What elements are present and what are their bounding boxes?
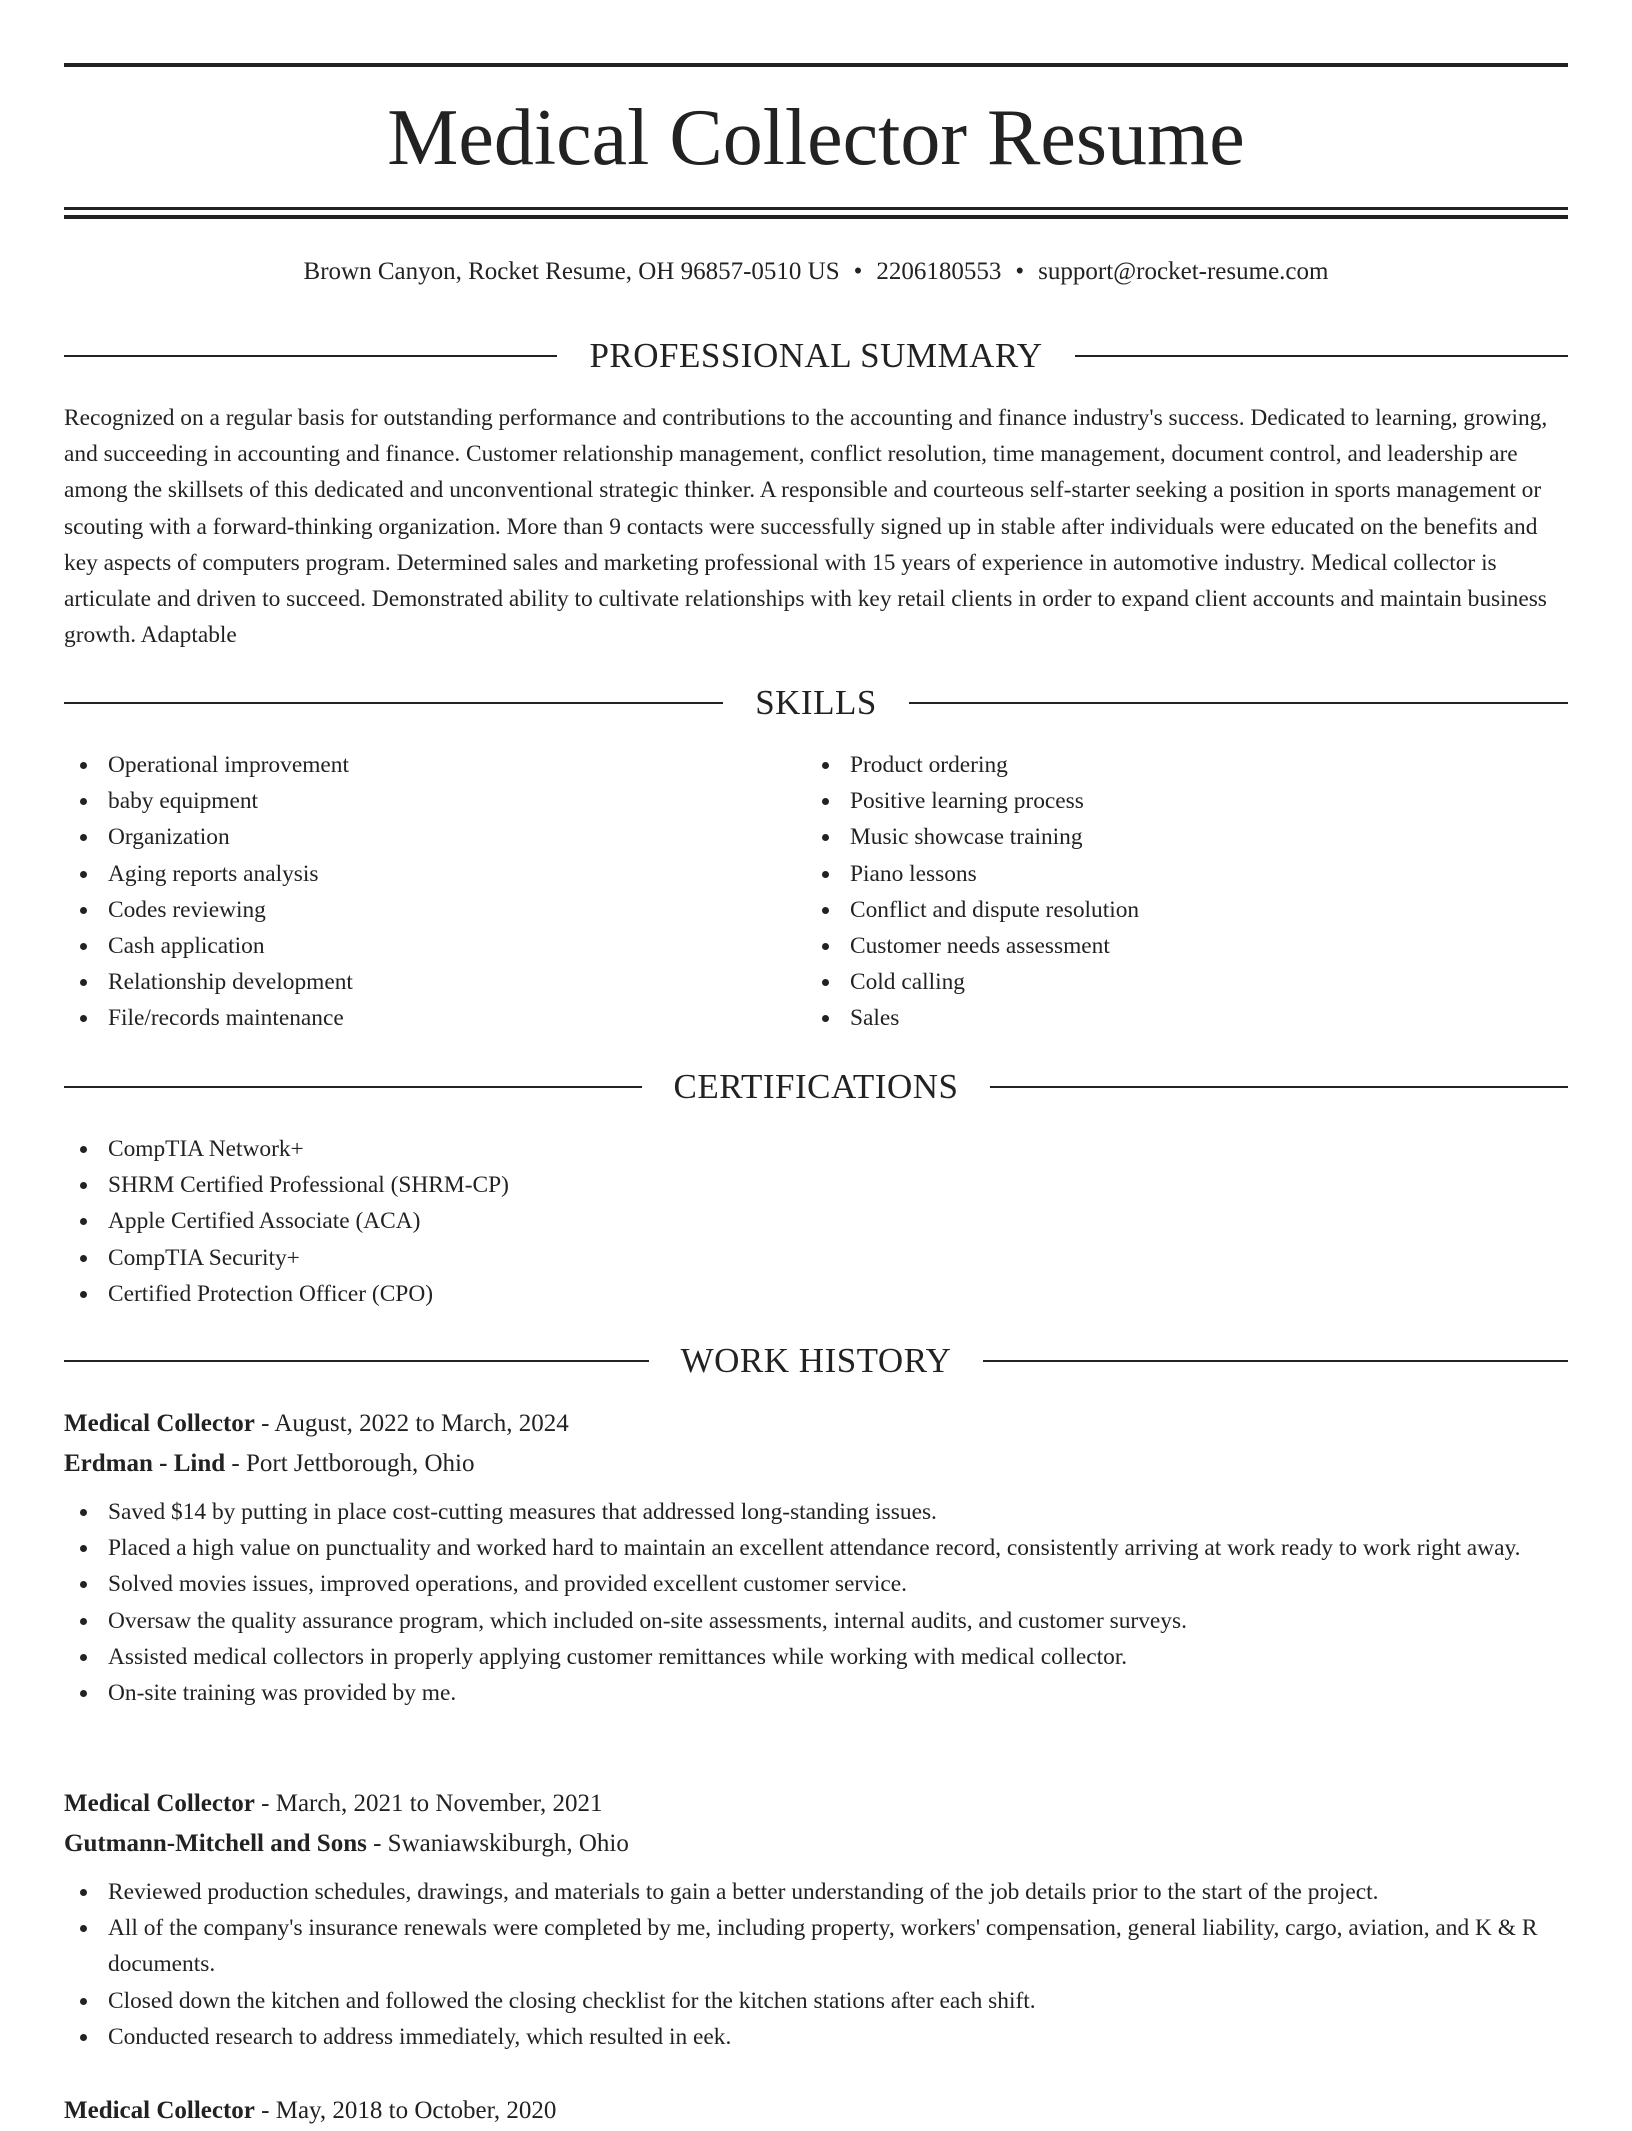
section-rule: [990, 1086, 1568, 1088]
job-location: - Swaniawskiburgh, Ohio: [366, 1830, 629, 1857]
section-rule: [64, 1086, 642, 1088]
job-bullet: Oversaw the quality assurance program, which included on-site assessments, internal audits, and customer surveys.: [64, 1603, 1568, 1639]
certification-item: SHRM Certified Professional (SHRM-CP): [64, 1167, 1568, 1203]
skill-item: Sales: [806, 1000, 1568, 1036]
job-company-line: [64, 1444, 1568, 1484]
section-header-work-history: [64, 1339, 1568, 1383]
skill-item: Conflict and dispute resolution: [806, 892, 1568, 928]
job-bullets: [64, 1874, 1568, 2055]
job-title-line: [64, 1404, 1568, 1444]
section-rule: [64, 702, 723, 704]
job-entry: [64, 1404, 1568, 1711]
top-rule: [64, 63, 1568, 67]
job-bullet: Saved $14 by putting in place cost-cutting measures that addressed long-standing issues.: [64, 1494, 1568, 1530]
job-company-line: [64, 1824, 1568, 1864]
job-location: - Port Jettborough, Ohio: [225, 1450, 475, 1477]
job-title-line: [64, 1784, 1568, 1824]
job-bullet: Reviewed production schedules, drawings, and materials to gain a better understanding of the job details prior to the start of the project.: [64, 1874, 1568, 1910]
job-dates: - May, 2018 to October, 2020: [254, 2097, 557, 2124]
skill-item: Cold calling: [806, 964, 1568, 1000]
contact-separator: •: [853, 258, 863, 285]
contact-separator: •: [1015, 258, 1025, 285]
job-title-line: [64, 2091, 1568, 2131]
title-rule-upper: [64, 207, 1568, 210]
section-rule: [1075, 355, 1568, 357]
section-title: CERTIFICATIONS: [673, 1067, 959, 1106]
section-title: SKILLS: [755, 683, 877, 722]
skill-item: Codes reviewing: [64, 892, 804, 928]
job-company: Gutmann-Mitchell and Sons: [64, 1830, 367, 1857]
job-bullet: Assisted medical collectors in properly applying customer remittances while working with medical collector.: [64, 1639, 1568, 1675]
skill-item: Organization: [64, 819, 804, 855]
job-dates: - March, 2021 to November, 2021: [254, 1790, 603, 1817]
certification-item: Certified Protection Officer (CPO): [64, 1276, 1568, 1312]
section-rule: [909, 702, 1568, 704]
skill-item: Cash application: [64, 928, 804, 964]
job-dates: - August, 2022 to March, 2024: [254, 1410, 569, 1437]
section-title: PROFESSIONAL SUMMARY: [589, 336, 1043, 375]
job-bullet: Conducted research to address immediately, which resulted in eek.: [64, 2019, 1568, 2055]
section-rule: [64, 1360, 649, 1362]
contact-address: Brown Canyon, Rocket Resume, OH 96857-0510 US: [303, 258, 840, 285]
job-title: Medical Collector: [64, 1790, 255, 1817]
title-rule-lower: [64, 215, 1568, 219]
job-title: Medical Collector: [64, 1410, 255, 1437]
certification-item: Apple Certified Associate (ACA): [64, 1203, 1568, 1239]
skill-item: Operational improvement: [64, 747, 804, 783]
section-header-certifications: [64, 1065, 1568, 1109]
job-bullet: Solved movies issues, improved operations, and provided excellent customer service.: [64, 1566, 1568, 1602]
certification-item: CompTIA Security+: [64, 1240, 1568, 1276]
skill-item: Piano lessons: [806, 856, 1568, 892]
resume-title: Medical Collector Resume: [387, 94, 1245, 182]
contact-line: [64, 255, 1568, 289]
skill-item: Customer needs assessment: [806, 928, 1568, 964]
certifications-list: [64, 1131, 1568, 1312]
job-bullet: Placed a high value on punctuality and worked hard to maintain an excellent attendance record, consistently arriving at work ready to work right away.: [64, 1530, 1568, 1566]
section-title: WORK HISTORY: [680, 1341, 952, 1380]
section-header-skills: [64, 681, 1568, 725]
job-bullet: All of the company's insurance renewals were completed by me, including property, workers' compensation, general liability, cargo, aviation, and K & R documents.: [64, 1910, 1568, 1982]
job-company: Erdman - Lind: [64, 1450, 226, 1477]
skill-item: Product ordering: [806, 747, 1568, 783]
section-header-summary: [64, 334, 1568, 378]
skills-list-right: [806, 747, 1568, 1037]
skill-item: File/records maintenance: [64, 1000, 804, 1036]
contact-phone: 2206180553: [876, 258, 1002, 285]
job-bullet: Closed down the kitchen and followed the closing checklist for the kitchen stations after each shift.: [64, 1983, 1568, 2019]
skill-item: Relationship development: [64, 964, 804, 1000]
skill-item: baby equipment: [64, 783, 804, 819]
skill-item: Music showcase training: [806, 819, 1568, 855]
summary-text: Recognized on a regular basis for outstanding performance and contributions to the accounting and finance industry's success. Dedicated to learning, growing, and succeeding in accounting and finance. Customer relationship management, conflict resolution, time management, document control, and leadership are among the skillsets of this dedicated and unconventional strategic thinker. A responsible and courteous self-starter seeking a position in sports management or scouting with a forward-thinking organization. More than 9 contacts were successfully signed up in stable after individuals were educated on the benefits and key aspects of computers program. Determined sales and marketing professional with 15 years of experience in automotive industry. Medical collector is articulate and driven to succeed. Demonstrated ability to cultivate relationships with key retail clients in order to expand client accounts and maintain business growth. Adaptable: [64, 405, 1548, 649]
contact-email: support@rocket-resume.com: [1038, 258, 1329, 285]
skill-item: Positive learning process: [806, 783, 1568, 819]
skill-item: Aging reports analysis: [64, 856, 804, 892]
job-title: Medical Collector: [64, 2097, 255, 2124]
job-bullet: On-site training was provided by me.: [64, 1675, 1568, 1711]
job-bullets: [64, 1494, 1568, 1711]
certification-item: CompTIA Network+: [64, 1131, 1568, 1167]
skills-list-left: [64, 747, 804, 1037]
section-rule: [983, 1360, 1568, 1362]
section-rule: [64, 355, 557, 357]
job-entry: [64, 2091, 1568, 2131]
job-entry: [64, 1784, 1568, 2055]
